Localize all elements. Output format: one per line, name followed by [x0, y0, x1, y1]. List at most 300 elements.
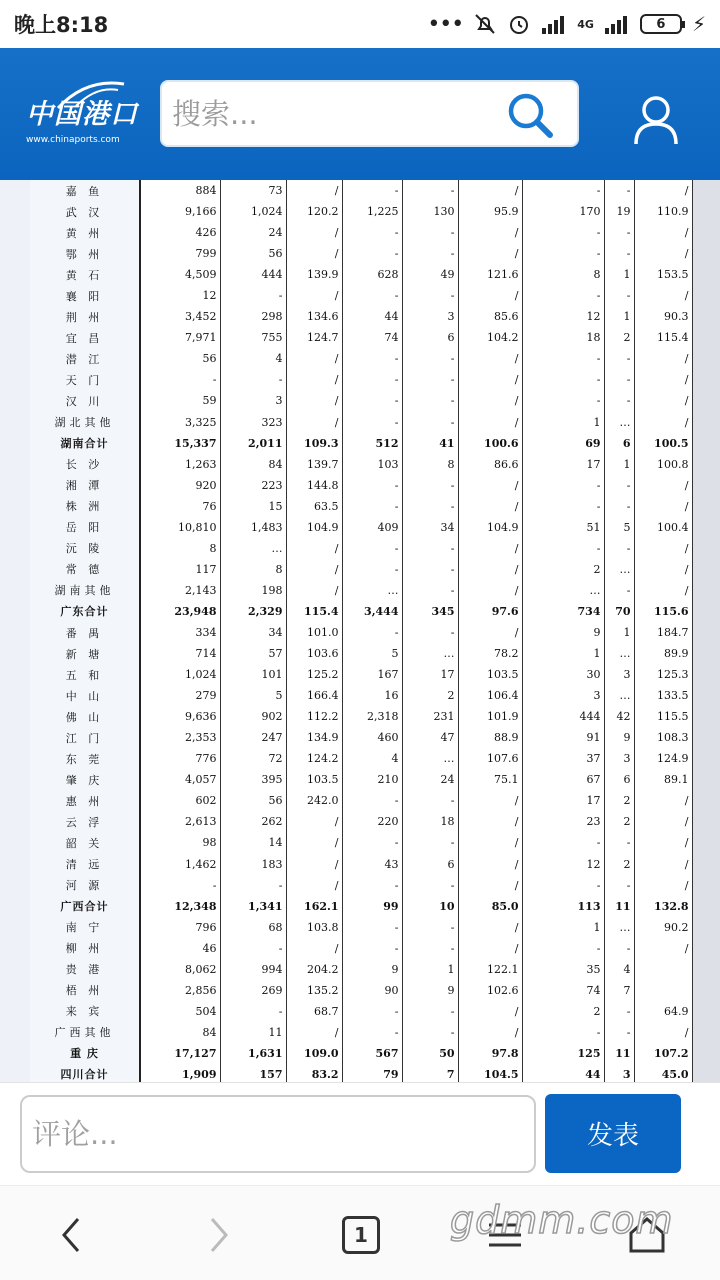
value-cell: 115.5	[634, 706, 692, 727]
value-cell: 2,011	[220, 433, 286, 454]
table-row	[30, 306, 692, 327]
value-cell: /	[634, 538, 692, 559]
value-cell: 345	[402, 601, 458, 622]
value-cell: 2	[604, 854, 634, 875]
value-cell: 1,225	[342, 201, 402, 222]
value-cell: -	[402, 790, 458, 811]
mute-icon	[473, 12, 497, 36]
table-row	[30, 264, 692, 285]
port-name-cell: 广东合计	[30, 601, 140, 622]
value-cell: /	[458, 369, 522, 390]
value-cell: /	[286, 285, 342, 306]
value-cell: /	[458, 285, 522, 306]
value-cell: -	[402, 348, 458, 369]
battery-icon: 6	[640, 14, 682, 34]
value-cell: 6	[604, 769, 634, 790]
port-name-cell: 清 远	[30, 854, 140, 875]
value-cell: 124.2	[286, 748, 342, 769]
value-cell: -	[522, 222, 604, 243]
value-cell: 56	[220, 243, 286, 264]
value-cell: 17	[522, 454, 604, 475]
value-cell: 2	[522, 1001, 604, 1022]
value-cell: -	[342, 412, 402, 433]
value-cell: 74	[342, 327, 402, 348]
value-cell: 113	[522, 896, 604, 917]
value-cell: /	[286, 348, 342, 369]
value-cell: 1,909	[140, 1064, 220, 1082]
value-cell: 796	[140, 917, 220, 938]
value-cell: /	[634, 369, 692, 390]
value-cell: 755	[220, 327, 286, 348]
value-cell: /	[634, 243, 692, 264]
table-row	[30, 643, 692, 664]
value-cell: 12	[140, 285, 220, 306]
app-header	[0, 48, 720, 180]
value-cell: 5	[604, 517, 634, 538]
value-cell: 15,337	[140, 433, 220, 454]
value-cell: 15	[220, 496, 286, 517]
value-cell: …	[522, 580, 604, 601]
logo-url: www.chinaports.com	[26, 135, 120, 145]
value-cell: 133.5	[634, 685, 692, 706]
value-cell: 95.9	[458, 201, 522, 222]
value-cell: 46	[140, 938, 220, 959]
table-row	[30, 412, 692, 433]
port-name-cell: 五 和	[30, 664, 140, 685]
value-cell: 44	[522, 1064, 604, 1082]
table-row	[30, 727, 692, 748]
value-cell: 100.5	[634, 433, 692, 454]
value-cell: 1,024	[140, 664, 220, 685]
value-cell: 3	[604, 1064, 634, 1082]
value-cell: 11	[604, 896, 634, 917]
port-name-cell: 新 塘	[30, 643, 140, 664]
search-bar[interactable]	[160, 80, 579, 147]
value-cell: 323	[220, 412, 286, 433]
user-icon[interactable]	[628, 92, 684, 148]
value-cell: /	[634, 285, 692, 306]
value-cell: 460	[342, 727, 402, 748]
back-button[interactable]	[46, 1210, 96, 1260]
value-cell: 2	[522, 559, 604, 580]
value-cell: 884	[140, 180, 220, 201]
value-cell: /	[634, 875, 692, 896]
value-cell: 2,329	[220, 601, 286, 622]
value-cell: /	[286, 1022, 342, 1043]
value-cell: 49	[402, 264, 458, 285]
value-cell: -	[522, 496, 604, 517]
value-cell: 125	[522, 1043, 604, 1064]
value-cell: /	[458, 875, 522, 896]
value-cell: 85.6	[458, 306, 522, 327]
value-cell: 135.2	[286, 980, 342, 1001]
table-row	[30, 285, 692, 306]
table-row	[30, 201, 692, 222]
value-cell: 79	[342, 1064, 402, 1082]
value-cell: 1	[402, 959, 458, 980]
value-cell: 12	[522, 306, 604, 327]
value-cell: 100.6	[458, 433, 522, 454]
value-cell: 2	[402, 685, 458, 706]
value-cell: 170	[522, 201, 604, 222]
value-cell: 59	[140, 390, 220, 411]
value-cell: 5	[342, 643, 402, 664]
comment-box[interactable]	[20, 1095, 536, 1173]
value-cell: 920	[140, 475, 220, 496]
value-cell: -	[604, 580, 634, 601]
value-cell: 157	[220, 1064, 286, 1082]
port-name-cell: 宜 昌	[30, 327, 140, 348]
value-cell	[634, 980, 692, 1001]
value-cell: 34	[220, 622, 286, 643]
value-cell: 6	[604, 433, 634, 454]
table-row	[30, 917, 692, 938]
article-content[interactable]	[0, 180, 720, 1082]
port-name-cell: 湖南其他	[30, 580, 140, 601]
value-cell: 567	[342, 1043, 402, 1064]
value-cell: 1	[604, 264, 634, 285]
port-name-cell: 梧 州	[30, 980, 140, 1001]
table-row	[30, 390, 692, 411]
value-cell: 409	[342, 517, 402, 538]
more-dots-icon: •••	[427, 11, 464, 37]
value-cell: -	[604, 475, 634, 496]
value-cell: 2,613	[140, 811, 220, 832]
value-cell: -	[604, 1022, 634, 1043]
value-cell: 2,318	[342, 706, 402, 727]
signal-icon	[541, 14, 567, 34]
value-cell: 3	[220, 390, 286, 411]
port-name-cell: 柳 州	[30, 938, 140, 959]
value-cell: -	[522, 243, 604, 264]
table-row	[30, 875, 692, 896]
value-cell: 7	[402, 1064, 458, 1082]
port-name-cell: 重 庆	[30, 1043, 140, 1064]
port-name-cell: 韶 关	[30, 832, 140, 853]
comment-bar	[0, 1082, 720, 1185]
value-cell: /	[634, 348, 692, 369]
value-cell: /	[458, 180, 522, 201]
table-row	[30, 685, 692, 706]
value-cell: 83.2	[286, 1064, 342, 1082]
port-name-cell: 来 宾	[30, 1001, 140, 1022]
table-row	[30, 517, 692, 538]
value-cell: /	[286, 811, 342, 832]
table-row	[30, 559, 692, 580]
value-cell: 3,452	[140, 306, 220, 327]
value-cell: 210	[342, 769, 402, 790]
value-cell: 103.8	[286, 917, 342, 938]
value-cell: 64.9	[634, 1001, 692, 1022]
table-row	[30, 854, 692, 875]
value-cell: 1,263	[140, 454, 220, 475]
value-cell: /	[458, 475, 522, 496]
value-cell: /	[634, 580, 692, 601]
value-cell: 1	[604, 306, 634, 327]
network-type-label: 4G	[577, 17, 594, 31]
value-cell: -	[342, 832, 402, 853]
value-cell: 298	[220, 306, 286, 327]
value-cell: /	[458, 580, 522, 601]
value-cell: -	[604, 348, 634, 369]
charging-icon: ⚡	[691, 12, 706, 36]
value-cell: -	[342, 475, 402, 496]
value-cell: 2,143	[140, 580, 220, 601]
value-cell: /	[286, 180, 342, 201]
value-cell: 101	[220, 664, 286, 685]
value-cell: 5	[220, 685, 286, 706]
value-cell: 101.0	[286, 622, 342, 643]
value-cell: 444	[522, 706, 604, 727]
comment-input[interactable]	[32, 1117, 512, 1151]
port-name-cell: 黄 石	[30, 264, 140, 285]
value-cell: …	[604, 643, 634, 664]
value-cell: …	[402, 643, 458, 664]
table-row	[30, 327, 692, 348]
chinaports-logo[interactable]	[26, 78, 146, 148]
value-cell: 10,810	[140, 517, 220, 538]
value-cell: 183	[220, 854, 286, 875]
value-cell: -	[522, 475, 604, 496]
port-name-cell: 嘉 鱼	[30, 180, 140, 201]
port-name-cell: 肇 庆	[30, 769, 140, 790]
status-icons	[427, 12, 706, 37]
value-cell: 3	[402, 306, 458, 327]
value-cell: 8,062	[140, 959, 220, 980]
port-name-cell: 广西其他	[30, 1022, 140, 1043]
value-cell: /	[458, 348, 522, 369]
value-cell: 262	[220, 811, 286, 832]
post-button[interactable]: 发表	[545, 1094, 681, 1173]
value-cell: 9	[522, 622, 604, 643]
status-bar	[0, 0, 720, 48]
value-cell: 104.9	[458, 517, 522, 538]
value-cell: 8	[220, 559, 286, 580]
value-cell: 130	[402, 201, 458, 222]
value-cell: 242.0	[286, 790, 342, 811]
port-name-cell: 云 浮	[30, 811, 140, 832]
value-cell: 101.9	[458, 706, 522, 727]
value-cell: -	[402, 412, 458, 433]
value-cell: -	[402, 832, 458, 853]
value-cell: 97.6	[458, 601, 522, 622]
value-cell: -	[604, 875, 634, 896]
value-cell: -	[402, 938, 458, 959]
value-cell: /	[634, 180, 692, 201]
table-row	[30, 790, 692, 811]
value-cell: /	[458, 790, 522, 811]
value-cell: 6	[402, 327, 458, 348]
value-cell: /	[286, 538, 342, 559]
value-cell: 4,509	[140, 264, 220, 285]
value-cell: -	[342, 538, 402, 559]
value-cell: 184.7	[634, 622, 692, 643]
value-cell: 107.6	[458, 748, 522, 769]
value-cell: -	[402, 243, 458, 264]
value-cell: 512	[342, 433, 402, 454]
value-cell: 63.5	[286, 496, 342, 517]
content-margin	[692, 180, 720, 1082]
value-cell: -	[604, 938, 634, 959]
value-cell: 104.9	[286, 517, 342, 538]
value-cell: 167	[342, 664, 402, 685]
value-cell: -	[604, 390, 634, 411]
value-cell: 1,341	[220, 896, 286, 917]
value-cell: /	[286, 559, 342, 580]
table-row	[30, 769, 692, 790]
value-cell: -	[604, 243, 634, 264]
value-cell: /	[458, 917, 522, 938]
value-cell: 97.8	[458, 1043, 522, 1064]
value-cell: 734	[522, 601, 604, 622]
value-cell: 7	[604, 980, 634, 1001]
value-cell: /	[286, 832, 342, 853]
value-cell: 1,462	[140, 854, 220, 875]
value-cell: 73	[220, 180, 286, 201]
table-row	[30, 180, 692, 201]
value-cell: -	[220, 369, 286, 390]
value-cell: -	[522, 875, 604, 896]
value-cell: /	[286, 412, 342, 433]
value-cell: 153.5	[634, 264, 692, 285]
chevron-right-icon	[204, 1215, 234, 1255]
value-cell: 30	[522, 664, 604, 685]
value-cell: -	[402, 222, 458, 243]
value-cell: -	[522, 538, 604, 559]
search-input[interactable]	[172, 97, 492, 131]
value-cell: /	[458, 854, 522, 875]
value-cell: -	[402, 1001, 458, 1022]
value-cell: 121.6	[458, 264, 522, 285]
value-cell: -	[140, 875, 220, 896]
value-cell: /	[458, 1001, 522, 1022]
value-cell: 47	[402, 727, 458, 748]
value-cell: 44	[342, 306, 402, 327]
value-cell: 799	[140, 243, 220, 264]
value-cell: -	[402, 917, 458, 938]
port-name-cell: 汉 川	[30, 390, 140, 411]
value-cell: 6	[402, 854, 458, 875]
value-cell: -	[220, 938, 286, 959]
value-cell: -	[402, 1022, 458, 1043]
value-cell: /	[286, 369, 342, 390]
table-row	[30, 538, 692, 559]
value-cell: -	[342, 622, 402, 643]
table-row	[30, 622, 692, 643]
value-cell: -	[604, 538, 634, 559]
value-cell: /	[458, 622, 522, 643]
value-cell: 2	[604, 327, 634, 348]
value-cell: /	[634, 222, 692, 243]
value-cell: 85.0	[458, 896, 522, 917]
port-name-cell: 株 洲	[30, 496, 140, 517]
tabs-button[interactable]	[336, 1210, 386, 1260]
value-cell: 9	[604, 727, 634, 748]
table-row	[30, 1001, 692, 1022]
value-cell: -	[342, 243, 402, 264]
value-cell: 90.2	[634, 917, 692, 938]
value-cell: 103.5	[458, 664, 522, 685]
tabs-count: 1	[354, 1223, 368, 1247]
value-cell: -	[342, 790, 402, 811]
value-cell: 1	[522, 412, 604, 433]
value-cell: 279	[140, 685, 220, 706]
table-row	[30, 348, 692, 369]
value-cell: …	[402, 748, 458, 769]
value-cell: /	[286, 243, 342, 264]
value-cell: 4	[342, 748, 402, 769]
value-cell: 1	[604, 454, 634, 475]
value-cell: -	[342, 180, 402, 201]
value-cell: 69	[522, 433, 604, 454]
table-row	[30, 496, 692, 517]
value-cell: 3,325	[140, 412, 220, 433]
value-cell: -	[604, 285, 634, 306]
value-cell: 68.7	[286, 1001, 342, 1022]
watermark: gdmm.com	[450, 1198, 674, 1242]
value-cell: 714	[140, 643, 220, 664]
value-cell: …	[604, 917, 634, 938]
value-cell: 125.2	[286, 664, 342, 685]
port-name-cell: 贵 港	[30, 959, 140, 980]
value-cell: 24	[402, 769, 458, 790]
value-cell: 139.9	[286, 264, 342, 285]
value-cell: 115.4	[286, 601, 342, 622]
forward-button[interactable]	[194, 1210, 244, 1260]
value-cell: 8	[522, 264, 604, 285]
port-name-cell: 南 宁	[30, 917, 140, 938]
port-name-cell: 岳 阳	[30, 517, 140, 538]
table-row	[30, 1022, 692, 1043]
value-cell: 103.6	[286, 643, 342, 664]
value-cell: 17	[402, 664, 458, 685]
value-cell: -	[522, 1022, 604, 1043]
value-cell: 902	[220, 706, 286, 727]
search-icon[interactable]	[505, 90, 555, 140]
port-name-cell: 常 德	[30, 559, 140, 580]
value-cell: /	[286, 390, 342, 411]
value-cell: 67	[522, 769, 604, 790]
value-cell: 99	[342, 896, 402, 917]
value-cell: -	[604, 832, 634, 853]
value-cell: /	[458, 938, 522, 959]
value-cell: /	[634, 412, 692, 433]
port-name-cell: 荆 州	[30, 306, 140, 327]
value-cell: 14	[220, 832, 286, 853]
value-cell: 122.1	[458, 959, 522, 980]
value-cell: 90	[342, 980, 402, 1001]
value-cell: -	[402, 475, 458, 496]
value-cell: /	[458, 222, 522, 243]
value-cell: 776	[140, 748, 220, 769]
value-cell: 2	[604, 811, 634, 832]
value-cell: 89.9	[634, 643, 692, 664]
value-cell: 17	[522, 790, 604, 811]
table-row	[30, 369, 692, 390]
value-cell: -	[604, 222, 634, 243]
status-time: 晚上8:18	[14, 13, 109, 37]
table-row	[30, 243, 692, 264]
value-cell: 72	[220, 748, 286, 769]
value-cell: 139.7	[286, 454, 342, 475]
port-name-cell: 广西合计	[30, 896, 140, 917]
table-row	[30, 832, 692, 853]
value-cell: 504	[140, 1001, 220, 1022]
value-cell: -	[402, 285, 458, 306]
value-cell: 51	[522, 517, 604, 538]
value-cell: 2	[604, 790, 634, 811]
value-cell: 109.0	[286, 1043, 342, 1064]
